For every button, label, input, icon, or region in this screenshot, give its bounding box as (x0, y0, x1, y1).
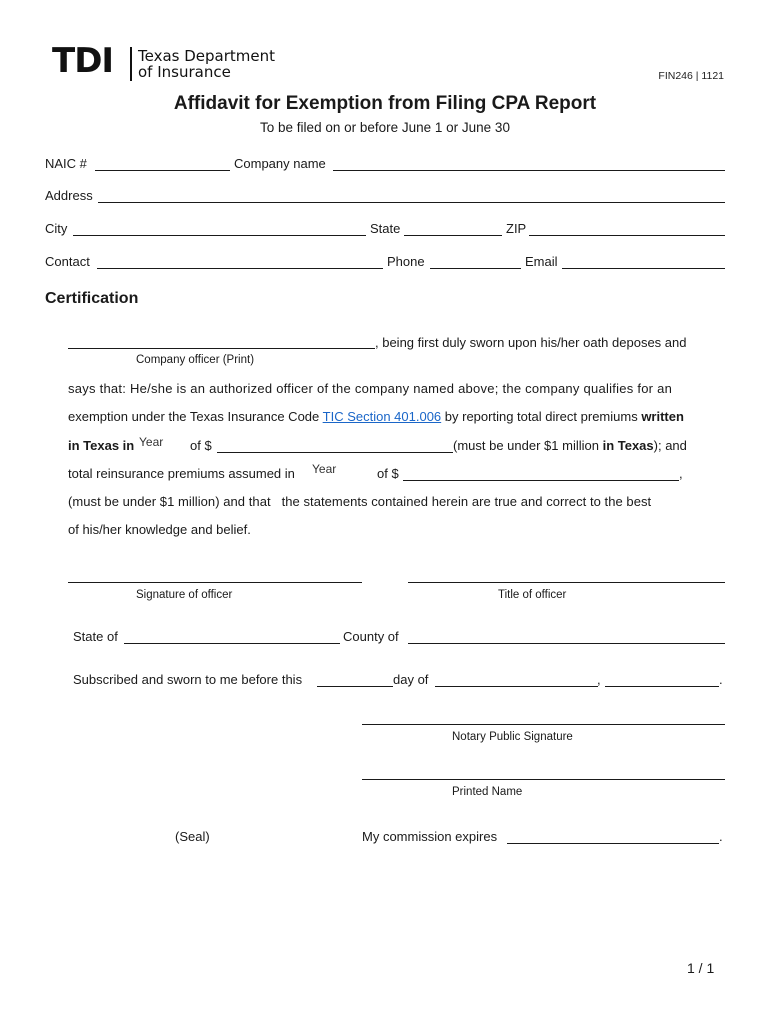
naic-label: NAIC # (45, 156, 87, 171)
agency-name-line1: Texas Department (138, 47, 275, 65)
company-name-label: Company name (234, 156, 326, 171)
cert-line4: total reinsurance premiums assumed in (68, 466, 295, 481)
page-subtitle: To be filed on or before June 1 or June 30 (260, 120, 510, 135)
day-of-label: day of (393, 672, 429, 687)
officer-title-caption: Title of officer (498, 589, 567, 601)
notary-state-field[interactable] (124, 643, 340, 644)
seal-label: (Seal) (175, 829, 210, 844)
zip-field[interactable] (529, 235, 725, 236)
logo-divider (130, 47, 132, 81)
tic-section-link[interactable]: TIC Section 401.006 (322, 409, 442, 424)
year-field[interactable] (605, 686, 719, 687)
cert-line1: says that: He/she is an authorized officer of the company named above; the company qualifies for an (68, 381, 673, 396)
email-field[interactable] (562, 268, 725, 269)
month-field[interactable] (435, 686, 598, 687)
company-name-field[interactable] (333, 170, 725, 171)
page-title: Affidavit for Exemption from Filing CPA Report (173, 93, 597, 114)
cert-line3-b (453, 438, 687, 453)
year-field-2[interactable]: Year (312, 462, 337, 476)
naic-field[interactable] (95, 170, 230, 171)
cert-line2-a: exemption under the Texas Insurance Code (68, 409, 323, 424)
email-label: Email (525, 254, 558, 269)
reinsurance-premiums-field[interactable] (403, 480, 679, 481)
cert-line2 (68, 409, 684, 424)
subscribed-label: Subscribed and sworn to me before this (73, 672, 303, 687)
cert-line2-bold: written (641, 409, 684, 424)
cert-line4-comma: , (679, 466, 683, 481)
county-of-label: County of (343, 629, 399, 644)
officer-signature-field[interactable] (68, 582, 362, 583)
cert-line3-bold2: in Texas (602, 438, 654, 453)
notary-signature-caption: Notary Public Signature (452, 731, 573, 743)
date-period: . (719, 672, 723, 687)
agency-name-line2: of Insurance (138, 63, 231, 81)
of-dollar-1: of $ (190, 438, 212, 453)
contact-label: Contact (45, 254, 90, 269)
state-field[interactable] (404, 235, 502, 236)
phone-label: Phone (387, 254, 425, 269)
city-label: City (45, 221, 68, 236)
direct-premiums-field[interactable] (217, 452, 453, 453)
phone-field[interactable] (430, 268, 521, 269)
notary-county-field[interactable] (408, 643, 725, 644)
sworn-text: , being first duly sworn upon his/her oath deposes and (375, 335, 687, 350)
form-id: FIN246 | 1121 (658, 70, 724, 82)
cert-line6: of his/her knowledge and belief. (68, 522, 251, 537)
state-label: State (370, 221, 401, 236)
cert-line3-bold: in Texas in (68, 438, 135, 453)
commission-expires-field[interactable] (507, 843, 719, 844)
contact-field[interactable] (97, 268, 383, 269)
company-officer-field[interactable] (68, 348, 375, 349)
company-officer-caption: Company officer (Print) (136, 354, 255, 366)
page-number: 1 / 1 (687, 960, 715, 976)
officer-signature-caption: Signature of officer (136, 589, 233, 601)
cert-line5: (must be under $1 million) and that the statements contained herein are true and correct to the best (68, 494, 652, 509)
notary-signature-field[interactable] (362, 724, 725, 725)
commission-label: My commission expires (362, 829, 498, 844)
state-of-label: State of (73, 629, 118, 644)
cert-line3-c: ); and (653, 438, 687, 453)
commission-period: . (719, 829, 723, 844)
year-field-1[interactable]: Year (139, 435, 164, 449)
city-field[interactable] (73, 235, 366, 236)
printed-name-field[interactable] (362, 779, 725, 780)
cert-line3-text: (must be under $1 million (453, 438, 603, 453)
address-label: Address (45, 188, 93, 203)
of-dollar-2: of $ (377, 466, 399, 481)
zip-label: ZIP (506, 221, 527, 236)
date-comma: , (597, 672, 601, 687)
certification-heading: Certification (45, 290, 139, 307)
officer-title-field[interactable] (408, 582, 725, 583)
day-field[interactable] (317, 686, 393, 687)
cert-line2-b: by reporting total direct premiums (441, 409, 642, 424)
tdi-logo-mark: TDI (52, 41, 114, 81)
printed-name-caption: Printed Name (452, 786, 523, 798)
agency-name (138, 48, 275, 80)
address-field[interactable] (98, 202, 725, 203)
